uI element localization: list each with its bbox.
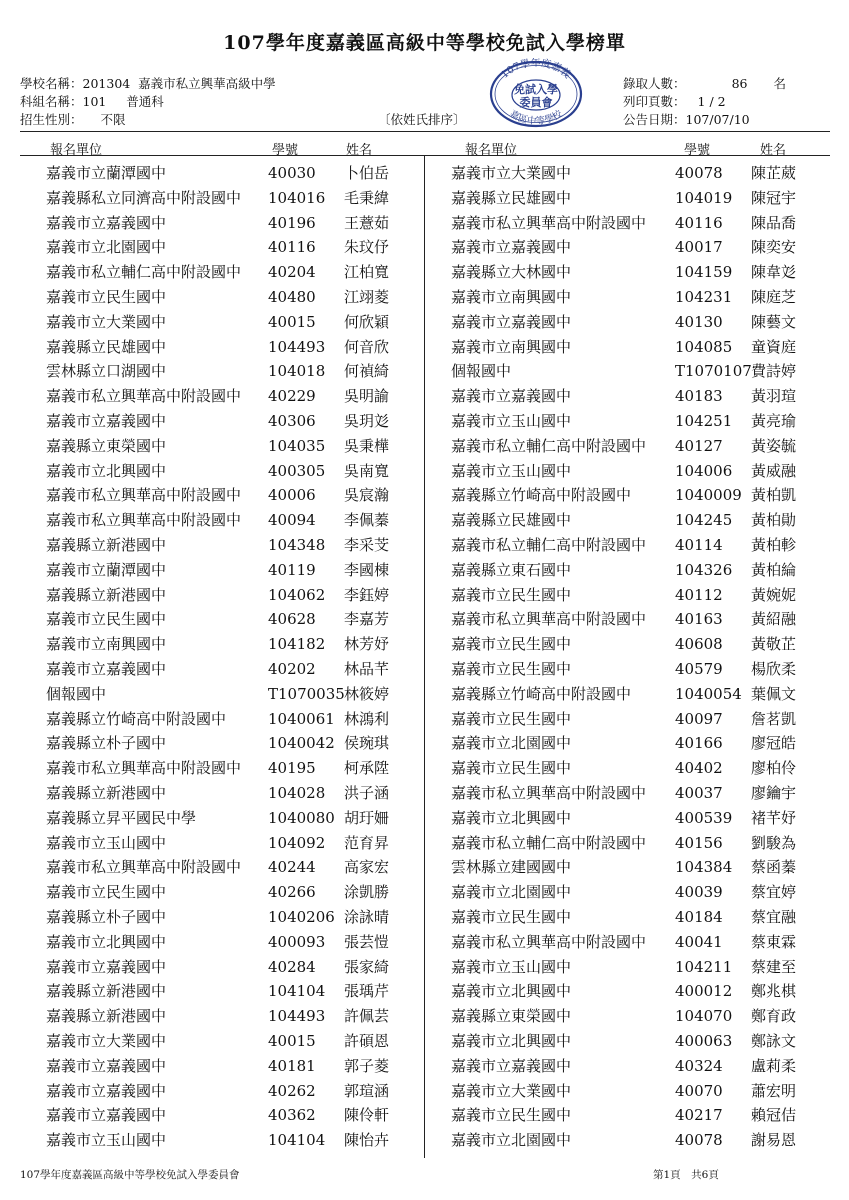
student-id: 40196 [268,213,316,232]
school-unit: 嘉義市立玉山國中 [451,412,572,430]
student-id: 40119 [268,560,316,579]
student-name: 黃柏凱 [751,486,797,505]
student-id: 1040206 [268,908,335,926]
student-id: 104006 [675,461,733,480]
student-id: 40195 [268,759,316,778]
student-id: 104493 [268,1007,326,1026]
student-name: 胡玗姍 [344,808,390,827]
student-id: 1040042 [268,734,335,753]
student-id: 104231 [675,288,733,306]
student-name: 柯承陞 [344,759,390,778]
student-name: 許佩芸 [344,1007,390,1026]
student-name: 蔡建至 [751,957,797,976]
col-header-id-right: 學號 [684,143,711,158]
student-id: 104092 [268,833,326,852]
student-id: 1040061 [268,709,335,728]
school-unit: 嘉義縣立竹崎高中附設國中 [451,684,632,703]
student-name: 何禎綺 [344,362,390,381]
student-id: 40015 [268,312,316,331]
student-name: 謝易恩 [751,1131,797,1150]
student-name: 江翊菱 [344,288,390,306]
student-id: 40402 [675,759,723,778]
student-name: 廖冠皓 [751,734,797,753]
school-unit: 嘉義市立玉山國中 [46,833,167,852]
student-name: 黃柏綸 [751,560,797,579]
student-id: 40244 [268,858,316,877]
footer-committee: 107學年度嘉義區高級中等學校免試入學委員會 [20,1169,240,1181]
col-header-unit-right: 報名單位 [465,143,518,158]
student-id: 40114 [675,536,723,554]
school-unit: 嘉義市立嘉義國中 [46,1106,167,1125]
school-unit: 嘉義市立南興國中 [451,337,572,356]
school-unit: 嘉義市立民生國中 [451,1106,572,1125]
school-unit: 嘉義市立民生國中 [46,883,167,902]
student-name: 范育昇 [344,833,390,852]
student-id: 40362 [268,1106,316,1125]
student-id: 40094 [268,511,316,530]
school-unit: 嘉義縣立朴子國中 [46,908,167,926]
school-unit: 嘉義市立蘭潭國中 [46,560,167,579]
school-unit: 嘉義市立嘉義國中 [46,412,167,430]
student-id: 1040080 [268,808,335,827]
seal-center-line2: 委員會 [519,96,553,109]
school-unit: 嘉義縣立東榮國中 [451,1007,572,1026]
school-unit: 嘉義縣立昇平國民中學 [46,808,197,827]
student-name: 毛秉緯 [344,188,390,207]
student-name: 黃威融 [751,461,797,480]
student-name: 黃姿毓 [751,436,797,455]
student-id: 40041 [675,932,723,951]
school-unit: 嘉義市立嘉義國中 [46,213,167,232]
school-unit: 嘉義市立大業國中 [46,1032,167,1050]
student-id: 400063 [675,1032,733,1050]
student-name: 劉駿為 [751,833,797,852]
student-name: 陳藝文 [751,312,797,331]
student-name: 李鈺婷 [344,585,390,604]
student-name: 蕭宏明 [751,1081,797,1100]
school-unit: 嘉義市立北園國中 [451,1131,572,1150]
school-unit: 嘉義市立民生國中 [451,759,572,778]
page-count: 列印頁數： 1 / 2 [623,94,726,109]
student-name: 吳南寬 [344,461,390,480]
student-name: 涂凱勝 [344,883,390,902]
student-name: 李嘉芳 [344,610,390,629]
student-name: 林芳妤 [344,635,390,654]
student-id: 40480 [268,288,316,306]
school-unit: 嘉義縣立新港國中 [46,1007,167,1026]
student-id: 40070 [675,1081,723,1100]
student-name: 江柏寬 [344,263,390,282]
school-unit: 嘉義市立玉山國中 [451,957,572,976]
school-unit: 嘉義市立民生國中 [46,288,167,306]
admit-count: 錄取人數： 86 名 [623,76,787,91]
student-name: 詹茗凱 [751,709,797,728]
announce-date: 公告日期：107/07/10 [623,112,750,127]
student-name: 李佩蓁 [344,511,390,530]
student-name: 陳冠宇 [751,188,797,207]
student-id: 40116 [675,213,723,232]
student-name: 吳玥彣 [344,412,390,430]
school-unit: 嘉義市立北興國中 [46,461,167,480]
school-unit: 嘉義縣立新港國中 [46,585,167,604]
seal-top-text: 107學年度嘉義 [499,58,573,81]
seal-bottom-text: 嘉區中等學校 [507,108,565,128]
student-id: 104085 [675,337,733,356]
student-id: 104016 [268,188,326,207]
student-id: 40037 [675,784,723,802]
student-id: T1070107 [675,362,752,381]
student-name: 吳秉樺 [344,436,390,455]
committee-seal-icon [488,58,584,128]
student-name: 李國棟 [344,560,390,579]
col-header-unit-left: 報名單位 [50,143,103,158]
school-unit: 嘉義市私立興華高中附設國中 [451,932,647,951]
student-name: 黃柏軫 [751,536,797,554]
student-name: 黃羽瑄 [751,387,797,406]
student-id: 40163 [675,610,723,629]
student-name: 張芸愷 [344,932,390,951]
school-unit: 嘉義市私立興華高中附設國中 [451,610,647,629]
student-id: 1040009 [675,486,742,505]
student-id: 40127 [675,436,723,455]
student-name: 陳怡卉 [344,1131,390,1150]
student-id: 40266 [268,883,316,902]
student-name: 陳韋彣 [751,263,797,282]
school-unit: 嘉義縣立東榮國中 [46,436,167,455]
student-id: 104493 [268,337,326,356]
school-unit: 嘉義市立北興國中 [46,932,167,951]
col-header-id-left: 學號 [272,143,299,158]
student-id: 104348 [268,536,326,554]
school-unit: 嘉義市立民生國中 [451,709,572,728]
student-name: 吳宸瀚 [344,486,390,505]
school-unit: 嘉義市私立興華高中附設國中 [46,511,242,530]
student-id: 40324 [675,1056,723,1075]
school-unit: 嘉義市立北興國中 [451,1032,572,1050]
student-id: 40608 [675,635,723,654]
school-unit: 嘉義市立北興國中 [451,982,572,1001]
student-id: 104035 [268,436,326,455]
school-unit: 個報國中 [46,684,107,703]
school-unit: 嘉義縣立朴子國中 [46,734,167,753]
school-unit: 嘉義縣立東石國中 [451,560,572,579]
student-name: 廖鑰宇 [751,784,797,802]
school-unit: 嘉義市立玉山國中 [451,461,572,480]
column-divider [424,155,425,1158]
student-name: 葉佩文 [751,684,797,703]
student-name: 鄭育政 [751,1007,797,1026]
student-id: 400539 [675,808,733,827]
student-id: 40181 [268,1056,316,1075]
school-unit: 嘉義市私立輔仁高中附設國中 [451,436,647,455]
school-unit: 嘉義市私立興華高中附設國中 [46,486,242,505]
school-unit: 嘉義市立民生國中 [451,908,572,926]
student-name: 郭子菱 [344,1056,390,1075]
student-name: 黃亮瑜 [751,412,797,430]
student-name: 李采芠 [344,536,390,554]
school-unit: 嘉義市立嘉義國中 [451,312,572,331]
student-name: 林鴻利 [344,709,390,728]
student-id: 40184 [675,908,723,926]
school-unit: 嘉義市立民生國中 [451,635,572,654]
school-unit: 嘉義市立民生國中 [46,610,167,629]
student-name: 鄭詠文 [751,1032,797,1050]
student-name: 許碩恩 [344,1032,390,1050]
student-id: 40006 [268,486,316,505]
student-id: 40202 [268,660,316,678]
student-id: 104384 [675,858,733,877]
gender-info: 招生性別： 不限 [20,112,126,127]
school-unit: 嘉義市立南興國中 [46,635,167,654]
school-unit: 嘉義市私立興華高中附設國中 [46,858,242,877]
student-name: 陳芷葳 [751,164,797,182]
school-unit: 嘉義縣立民雄國中 [46,337,167,356]
student-id: 104159 [675,263,733,282]
student-name: 蔡宜婷 [751,883,797,902]
school-unit: 嘉義市私立輔仁高中附設國中 [451,536,647,554]
student-name: 廖柏伶 [751,759,797,778]
student-id: 104062 [268,585,326,604]
student-id: 400012 [675,982,733,1001]
school-unit: 嘉義市立民生國中 [451,585,572,604]
school-unit: 嘉義市立嘉義國中 [46,1081,167,1100]
school-unit: 嘉義市私立輔仁高中附設國中 [451,833,647,852]
student-id: 104104 [268,982,326,1001]
student-id: 40078 [675,164,723,182]
student-id: 40217 [675,1106,723,1125]
student-name: 陳伶軒 [344,1106,390,1125]
school-unit: 嘉義市立北園國中 [451,883,572,902]
student-name: 吳明諭 [344,387,390,406]
school-unit: 嘉義市立南興國中 [451,288,572,306]
student-name: 侯琬琪 [344,734,390,753]
student-name: 童資庭 [751,337,797,356]
student-id: 40262 [268,1081,316,1100]
student-id: 104211 [675,957,733,976]
student-id: 40116 [268,238,316,257]
student-id: 40156 [675,833,723,852]
student-id: 40229 [268,387,316,406]
student-id: 104070 [675,1007,733,1026]
student-name: 蔡宜融 [751,908,797,926]
student-id: 40015 [268,1032,316,1050]
student-name: 林品芊 [344,660,390,678]
student-id: 104028 [268,784,326,802]
student-name: 何音欣 [344,337,390,356]
school-unit: 嘉義縣立民雄國中 [451,188,572,207]
header-top-rule [20,131,830,132]
school-unit: 嘉義市立嘉義國中 [451,387,572,406]
student-id: 400305 [268,461,326,480]
student-name: 黃紹融 [751,610,797,629]
school-unit: 嘉義市立大業國中 [46,312,167,331]
student-id: 40097 [675,709,723,728]
student-id: 104019 [675,188,733,207]
student-id: 1040054 [675,684,742,703]
school-unit: 嘉義市立北園國中 [46,238,167,257]
student-id: 104326 [675,560,733,579]
student-id: 104182 [268,635,326,654]
student-name: 陳庭芝 [751,288,797,306]
student-id: T1070035 [268,684,345,703]
student-name: 涂詠晴 [344,908,390,926]
school-unit: 嘉義市立嘉義國中 [451,238,572,257]
student-id: 40017 [675,238,723,257]
student-name: 蔡東霖 [751,932,797,951]
school-unit: 嘉義市立北興國中 [451,808,572,827]
sort-note: 〔依姓氏排序〕 [378,112,466,127]
student-name: 盧莉柔 [751,1056,797,1075]
school-unit: 嘉義市私立輔仁高中附設國中 [46,263,242,282]
school-unit: 嘉義市私立興華高中附設國中 [46,759,242,778]
student-id: 40030 [268,164,316,182]
student-name: 高家宏 [344,858,390,877]
student-id: 40284 [268,957,316,976]
student-id: 40628 [268,610,316,629]
school-info: 學校名稱：201304 嘉義市私立興華高級中學 [20,76,276,91]
student-name: 王薏茹 [344,213,390,232]
school-unit: 雲林縣立口湖國中 [46,362,167,381]
student-id: 104104 [268,1131,326,1150]
student-name: 朱玟伃 [344,238,390,257]
student-name: 費詩婷 [751,362,797,381]
school-unit: 嘉義市私立興華高中附設國中 [46,387,242,406]
school-unit: 嘉義市立民生國中 [451,660,572,678]
col-header-name-right: 姓名 [760,143,787,158]
student-name: 黃婉妮 [751,585,797,604]
student-id: 40166 [675,734,723,753]
student-name: 黃柏勛 [751,511,797,530]
student-name: 賴冠佶 [751,1106,797,1125]
school-unit: 嘉義市立大業國中 [451,1081,572,1100]
student-id: 40039 [675,883,723,902]
footer-page: 第1頁 共6頁 [653,1169,719,1181]
student-name: 何欣穎 [344,312,390,331]
school-unit: 嘉義市立嘉義國中 [46,660,167,678]
student-id: 400093 [268,932,326,951]
student-id: 40112 [675,585,723,604]
col-header-name-left: 姓名 [346,143,373,158]
school-unit: 嘉義市私立興華高中附設國中 [451,784,647,802]
school-unit: 嘉義市立北園國中 [451,734,572,753]
student-id: 104245 [675,511,733,530]
dept-info: 科組名稱：101 普通科 [20,94,164,109]
student-id: 40579 [675,660,723,678]
school-unit: 嘉義縣立新港國中 [46,536,167,554]
student-name: 陳品喬 [751,213,797,232]
seal-center-line1: 免試入學 [514,83,558,96]
student-name: 張瑀芹 [344,982,390,1001]
school-unit: 嘉義市立蘭潭國中 [46,164,167,182]
school-unit: 嘉義縣立新港國中 [46,982,167,1001]
student-id: 40306 [268,412,316,430]
student-id: 40078 [675,1131,723,1150]
student-name: 洪子涵 [344,784,390,802]
page-title: 107學年度嘉義區高級中等學校免試入學榜單 [223,32,626,54]
student-id: 40204 [268,263,316,282]
school-unit: 個報國中 [451,362,512,381]
school-unit: 嘉義市立嘉義國中 [46,1056,167,1075]
school-unit: 雲林縣立建國國中 [451,858,572,877]
school-unit: 嘉義市私立興華高中附設國中 [451,213,647,232]
student-id: 104251 [675,412,733,430]
school-unit: 嘉義縣立竹崎高中附設國中 [46,709,227,728]
student-name: 張家綺 [344,957,390,976]
school-unit: 嘉義市立大業國中 [451,164,572,182]
student-name: 蔡函蓁 [751,858,797,877]
student-name: 卜伯岳 [344,164,390,182]
school-unit: 嘉義縣立竹崎高中附設國中 [451,486,632,505]
student-name: 林筱婷 [344,684,390,703]
school-unit: 嘉義市立嘉義國中 [46,957,167,976]
school-unit: 嘉義縣私立同濟高中附設國中 [46,188,242,207]
student-id: 104018 [268,362,326,381]
school-unit: 嘉義市立嘉義國中 [451,1056,572,1075]
student-name: 楊欣柔 [751,660,797,678]
school-unit: 嘉義縣立新港國中 [46,784,167,802]
student-name: 郭瑄涵 [344,1081,390,1100]
student-name: 黃敬芷 [751,635,797,654]
student-name: 陳奕安 [751,238,797,257]
school-unit: 嘉義縣立大林國中 [451,263,572,282]
school-unit: 嘉義縣立民雄國中 [451,511,572,530]
school-unit: 嘉義市立玉山國中 [46,1131,167,1150]
student-id: 40183 [675,387,723,406]
svg-text:107學年度嘉義 [499,58,573,81]
student-name: 褚芊妤 [751,808,797,827]
student-id: 40130 [675,312,723,331]
student-name: 鄭兆棋 [751,982,797,1001]
